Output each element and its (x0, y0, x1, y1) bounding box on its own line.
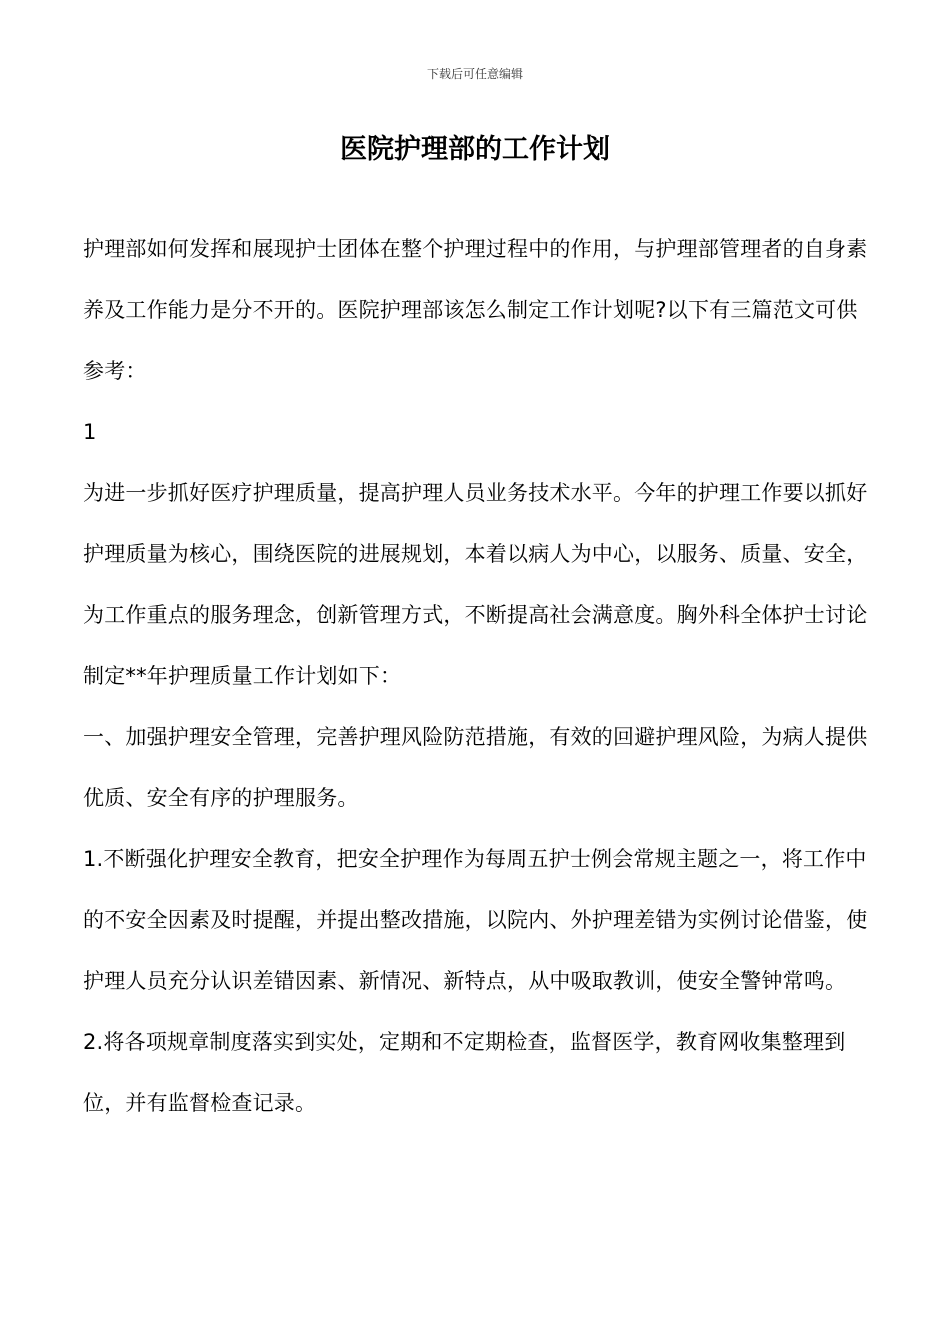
page-header-note: 下载后可任意编辑 (426, 67, 523, 81)
item-2-paragraph: 2.将各项规章制度落实到实处，定期和不定期检查，监督医学，教育网收集整理到位，并有监督检查记录。 (83, 1030, 846, 1115)
intro-paragraph: 护理部如何发挥和展现护士团体在整个护理过程中的作用，与护理部管理者的自身素养及工作能力是分不开的。医院护理部该怎么制定工作计划呢?以下有三篇范文可供参考： (83, 237, 868, 383)
item-1-paragraph: 1.不断强化护理安全教育，把安全护理作为每周五护士例会常规主题之一，将工作中的不安全因素及时提醒，并提出整改措施，以院内、外护理差错为实例讨论借鉴，使护理人员充分认识差错因素、新情况、新特点，从中吸取教训，使安全警钟常鸣。 (83, 847, 868, 993)
section-number: 1 (83, 420, 97, 444)
document-title: 医院护理部的工作计划 (340, 134, 610, 165)
plan-overview-paragraph: 为进一步抓好医疗护理质量，提高护理人员业务技术水平。今年的护理工作要以抓好护理质量为核心，围绕医院的进展规划，本着以病人为中心，以服务、质量、安全，为工作重点的服务理念，创新管理方式，不断提高社会满意度。胸外科全体护士讨论制定**年护理质量工作计划如下： (83, 481, 868, 688)
document-body (83, 219, 875, 1134)
section-heading-safety: 一、加强护理安全管理，完善护理风险防范措施，有效的回避护理风险，为病人提供优质、安全有序的护理服务。 (83, 725, 868, 810)
